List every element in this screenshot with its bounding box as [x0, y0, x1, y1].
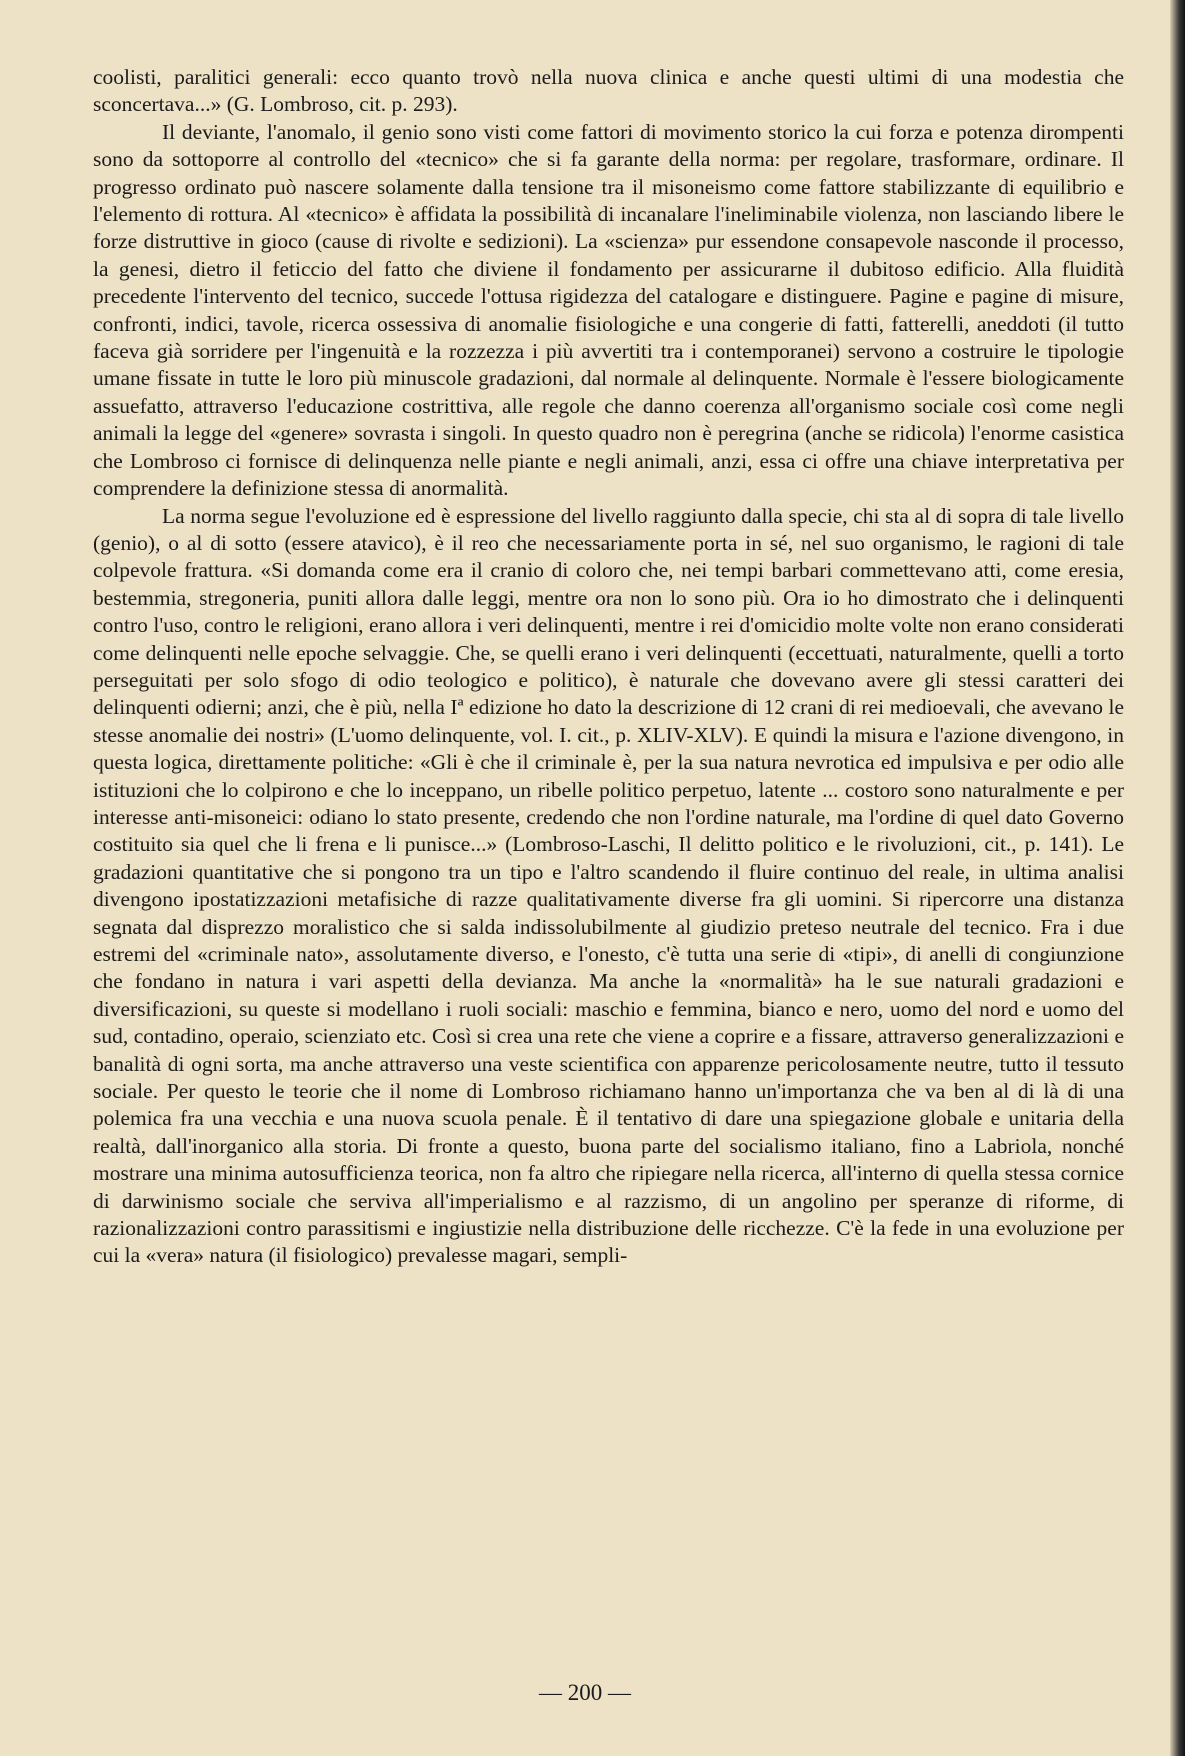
paragraph-3: La norma segue l'evoluzione ed è espressione del livello raggiunto dalla specie, chi sta al di sopra di tale livello (genio), o al di sotto (essere atavico), è il reo che necessariamente porta in sé, nel suo organismo, le ragioni di tale colpevole frattura. «Si domanda come era il cranio di coloro che, nei tempi barbari commettevano atti, come eresia, bestemmia, stregoneria, puniti allora dalle leggi, mentre ora non lo sono più. Ora io ho dimostrato che i delinquenti contro l'uso, contro le religioni, erano allora i veri delinquenti, mentre i rei d'omicidio molte volte non erano considerati come delinquenti nelle epoche selvaggie. Che, se quelli erano i veri delinquenti (eccettuati, naturalmente, quelli a torto perseguitati per solo sfogo di odio teologico e politico), è naturale che dovevano avere gli stessi caratteri dei delinquenti odierni; anzi, che è più, nella Iª edizione ho dato la descrizione di 12 crani di rei medioevali, che avevano le stesse anomalie dei nostri» (L'uomo delinquente, vol. I. cit., p. XLIV-XLV). E quindi la misura e l'azione divengono, in questa logica, direttamente politiche: «Gli è che il criminale è, per la sua natura nevrotica ed impulsiva e per odio alle istituzioni che lo colpirono e che lo inceppano, un ribelle politico perpetuo, latente ... costoro sono naturalmente e per interesse anti-misoneici: odiano lo stato presente, credendo che non l'ordine naturale, ma l'ordine di quel dato Governo costituito sia quel che li frena e li punisce...» (Lombroso-Laschi, Il delitto politico e le rivoluzioni, cit., p. 141). Le gradazioni quantitative che si pongono tra un tipo e l'altro scandendo il fluire continuo del reale, in ultima analisi divengono ipostatizzazioni metafisiche di razze qualitativamente diverse fra gli uomini. Si ripercorre una distanza segnata dal disprezzo moralistico che si salda indissolubilmente al giudizio preteso neutrale del tecnico. Fra i due estremi del «criminale nato», assolutamente diverso, e l'onesto, c'è tutta una serie di «tipi», di anelli di congiunzione che fondano in natura i vari aspetti della devianza. Ma anche la «normalità» ha le sue naturali gradazioni e diversificazioni, su queste si modellano i ruoli sociali: maschio e femmina, bianco e nero, uomo del nord e uomo del sud, contadino, operaio, scienziato etc. Così si crea una rete che viene a coprire e a fissare, attraverso generalizzazioni e banalità di ogni sorta, ma anche attraverso una veste scientifica con apparenze pericolosamente neutre, tutto il tessuto sociale. Per questo le teorie che il nome di Lombroso richiamano hanno un'importanza che va ben al di là di una polemica fra una vecchia e una nuova scuola penale. È il tentativo di dare una spiegazione globale e unitaria della realtà, dall'inorganico alla storia. Di fronte a questo, buona parte del socialismo italiano, fino a Labriola, nonché mostrare una minima autosufficienza teorica, non fa altro che ripiegare nella ricerca, all'interno di quella stessa cornice di darwinismo sociale che serviva all'imperialismo e al razzismo, di un angolino per speranze di riforme, di razionalizzazioni contro parassitismi e ingiustizie nella distribuzione delle ricchezze. C'è la fede in una evoluzione per cui la «vera» natura (il fisiologico) prevalesse magari, sempli-	[93, 503, 1124, 1268]
body-text	[93, 64, 1124, 1270]
page-number: — 200 —	[539, 1680, 631, 1705]
page-edge	[1170, 0, 1185, 1756]
paragraph-2: Il deviante, l'anomalo, il genio sono visti come fattori di movimento storico la cui forza e potenza dirompenti sono da sottoporre al controllo del «tecnico» che si fa garante della norma: per regolare, trasformare, ordinare. Il progresso ordinato può nascere solamente dalla tensione tra il misoneismo come fattore stabilizzante di equilibrio e l'elemento di rottura. Al «tecnico» è affidata la possibilità di incanalare l'ineliminabile violenza, non lasciando libere le forze distruttive in gioco (cause di rivolte e sedizioni). La «scienza» pur essendone consapevole nasconde il processo, la genesi, dietro il feticcio del fatto che diviene il fondamento per assicurarne il dubitoso edificio. Alla fluidità precedente l'intervento del tecnico, succede l'ottusa rigidezza del catalogare e distinguere. Pagine e pagine di misure, confronti, indici, tavole, ricerca ossessiva di anomalie fisiologiche e una congerie di fatti, fatterelli, aneddoti (il tutto faceva già sorridere per l'ingenuità e la rozzezza i più avvertiti tra i contemporanei) servono a costruire le tipologie umane fissate in tutte le loro più minuscole gradazioni, dal normale al delinquente. Normale è l'essere biologicamente assuefatto, attraverso l'educazione costrittiva, alle regole che danno coerenza all'organismo sociale così come negli animali la legge del «genere» sovrasta i singoli. In questo quadro non è peregrina (anche se ridicola) l'enorme casistica che Lombroso ci fornisce di delinquenza nelle piante e negli animali, anzi, essa ci offre una chiave interpretativa per comprendere la definizione stessa di anormalità.	[93, 119, 1124, 501]
paragraph-1: coolisti, paralitici generali: ecco quanto trovò nella nuova clinica e anche questi ultimi di una modestia che sconcertava...» (G. Lombroso, cit. p. 293).	[93, 65, 1124, 117]
